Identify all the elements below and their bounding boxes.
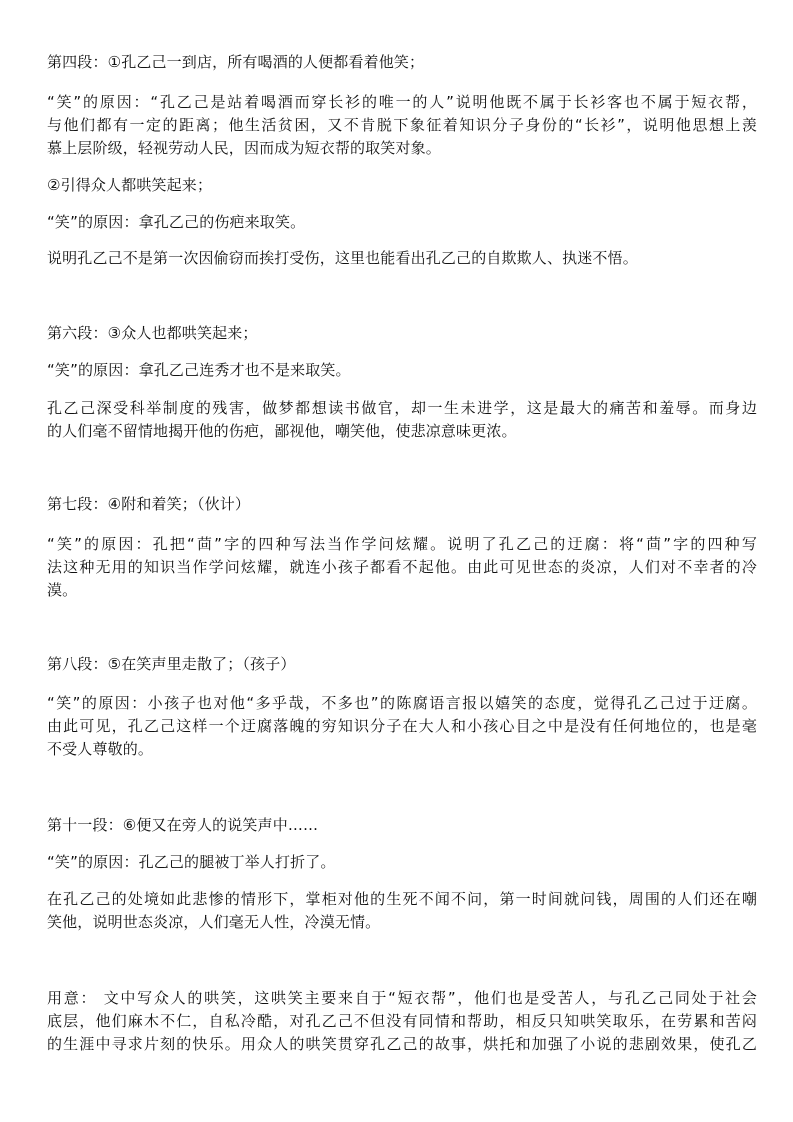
- text-line: 与他们都有一定的距离；他生活贫困，又不肯脱下象征着知识分子身份的“长衫”，说明他思想上羡: [47, 116, 757, 134]
- text-line: 法这种无用的知识当作学问炫耀，就连小孩子都看不起他。由此可见世态的炎凉，人们对不幸者的冷: [47, 558, 757, 576]
- text-line: “笑”的原因：孔把“茴”字的四种写法当作学问炫耀。说明了孔乙己的迂腐：将“茴”字的四种写: [47, 535, 757, 553]
- text-line: 说明孔乙己不是第一次因偷窃而挨打受伤，这里也能看出孔乙己的自欺欺人、执迷不悟。: [47, 249, 638, 267]
- section-heading-p4: 第四段：①孔乙己一到店，所有喝酒的人便都看着他笑；: [47, 53, 425, 71]
- reason-line: “笑”的原因：拿孔乙己的伤疤来取笑。: [47, 213, 306, 231]
- text-line: 孔乙己深受科举制度的残害，做梦都想读书做官，却一生未进学，这是最大的痛苦和羞辱。而身边: [47, 399, 757, 417]
- section-heading-p8: 第八段：⑤在笑声里走散了；（孩子）: [47, 655, 296, 673]
- intent-line: 底层，他们麻木不仁，自私冷酷，对孔乙己不但没有同情和帮助，相反只知哄笑取乐，在劳累和苦闷: [47, 1012, 757, 1030]
- reason-line: “笑”的原因：拿孔乙己连秀才也不是来取笑。: [47, 361, 351, 379]
- text-line: 漠。: [47, 581, 78, 599]
- text-line: 慕上层阶级，轻视劳动人民，因而成为短衣帮的取笑对象。: [47, 139, 441, 157]
- reason-line: “笑”的原因：孔乙己的腿被丁举人打折了。: [47, 853, 336, 871]
- intent-line: 用意： 文中写众人的哄笑，这哄笑主要来自于“短衣帮”，他们也是受苦人，与孔乙己同处于社会: [47, 989, 757, 1007]
- text-line: 在孔乙己的处境如此悲惨的情形下，掌柜对他的生死不闻不问，第一时间就问钱，周围的人们还在嘲: [47, 890, 757, 908]
- text-line: “笑”的原因：小孩子也对他“多乎哉，不多也”的陈腐语言报以嬉笑的态度，觉得孔乙己过于迂腐。: [47, 694, 757, 712]
- section-heading-p11: 第十一段：⑥便又在旁人的说笑声中……: [47, 816, 319, 834]
- section-heading-p6: 第六段：③众人也都哄笑起来；: [47, 324, 258, 342]
- section-heading-p7: 第七段：④附和着笑；（伙计）: [47, 495, 251, 513]
- text-line: 的人们毫不留情地揭开他的伤疤，鄙视他，嘲笑他，使悲凉意味更浓。: [47, 422, 517, 440]
- text-line: 不受人尊敬的。: [47, 740, 154, 758]
- text-line: 笑他，说明世态炎凉，人们毫无人性，冷漠无情。: [47, 913, 381, 931]
- intent-line: 的生涯中寻求片刻的快乐。用众人的哄笑贯穿孔乙己的故事，烘托和加强了小说的悲剧效果，使孔乙: [47, 1035, 757, 1053]
- text-line: “笑”的原因：“孔乙己是站着喝酒而穿长衫的唯一的人”说明他既不属于长衫客也不属于短衣帮，: [47, 93, 757, 111]
- text-line: 由此可见，孔乙己这样一个迂腐落魄的穷知识分子在大人和小孩心目之中是没有任何地位的，也是毫: [47, 717, 757, 735]
- item-heading: ②引得众人都哄笑起来；: [47, 176, 213, 194]
